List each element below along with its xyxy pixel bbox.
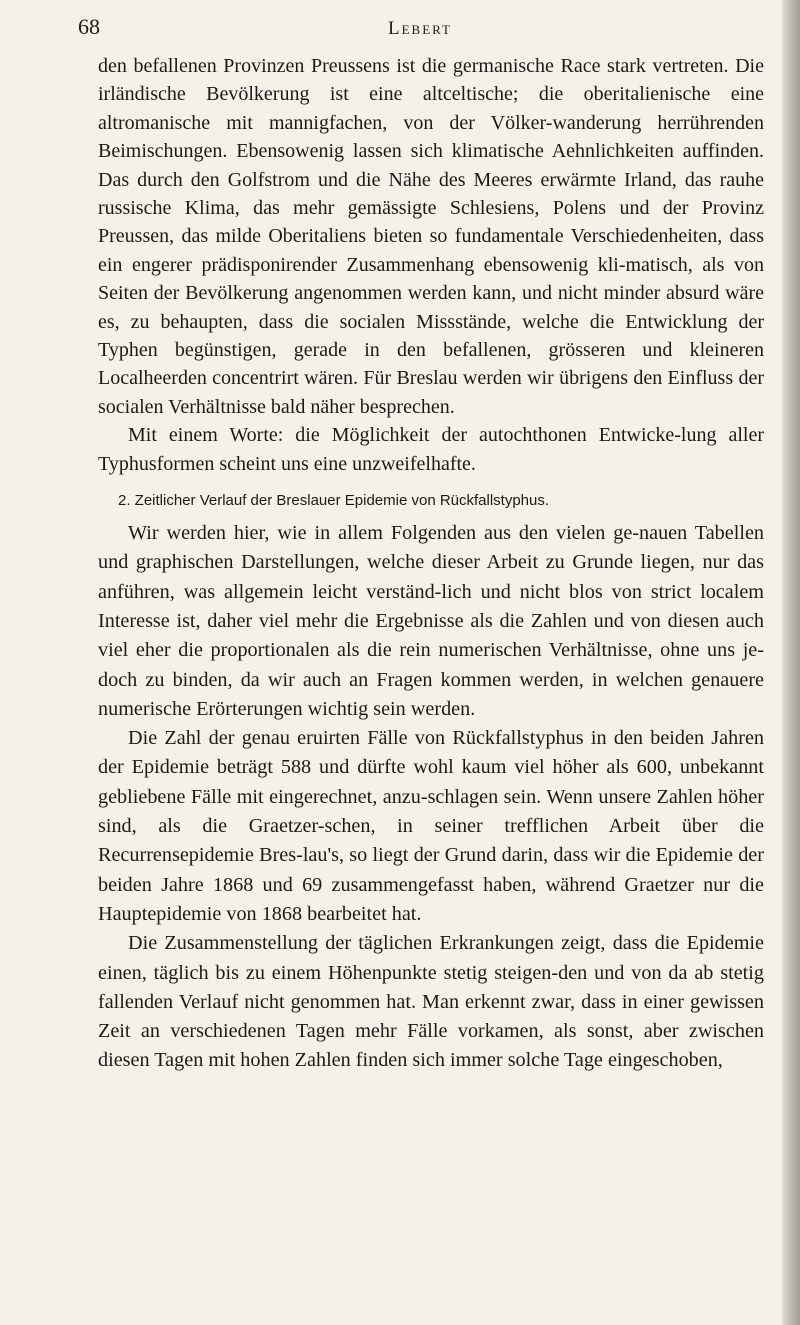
main-text (98, 52, 764, 1076)
running-head-title: Lebert (388, 18, 452, 39)
page-edge-shadow (782, 0, 800, 1325)
page-number: 68 (78, 14, 100, 39)
paragraph: Mit einem Worte: die Möglichkeit der autochthonen Entwicke-lung aller Typhusformen scheint uns eine unzweifelhafte. (98, 424, 764, 475)
paragraph: den befallenen Provinzen Preussens ist die germanische Race stark vertreten. Die irländische Bevölkerung ist eine altceltische; die oberitalienische eine altromanische mit mannigfachen, von der Völker-wanderung herrührenden Beimischungen. Ebensowenig lassen sich klimatische Aehnlichkeiten auffinden. Das durch den Golfstrom und die Nähe des Meeres erwärmte Irland, das rauhe russische Klima, das mehr gemässigte Schlesiens, Polens und der Provinz Preussen, das milde Oberitaliens bieten so fundamentale Verschiedenheiten, dass ein engerer prädisponirender Zusammenhang ebensowenig kli-matisch, als von Seiten der Bevölkerung angenommen werden kann, und nicht minder absurd wäre es, zu behaupten, dass die socialen Missstände, welche die Entwicklung der Typhen begünstigen, gerade in den befallenen, grösseren und kleineren Localheerden concentrirt wären. Für Breslau werden wir übrigens den Einfluss der socialen Verhältnisse bald näher besprechen. (98, 55, 764, 418)
paragraph: Die Zahl der genau eruirten Fälle von Rückfallstyphus in den beiden Jahren der Epidemie beträgt 588 und dürfte wohl kaum viel höher als 600, unbekannt gebliebene Fälle mit eingerechnet, anzu-schlagen sein. Wenn unsere Zahlen höher sind, als die Graetzer-schen, in seiner trefflichen Arbeit über die Recurrensepidemie Bres-lau's, so liegt der Grund darin, dass wir die Epidemie der beiden Jahre 1868 und 69 zusammengefasst haben, während Graetzer nur die Hauptepidemie von 1868 bearbeitet hat. (98, 727, 764, 925)
section-heading: 2. Zeitlicher Verlauf der Breslauer Epidemie von Rückfallstyphus. (118, 492, 550, 510)
paragraph: Wir werden hier, wie in allem Folgenden aus den vielen ge-nauen Tabellen und graphischen Darstellungen, welche dieser Arbeit zu Grunde liegen, nur das anführen, was allgemein leicht verständ-lich und nicht blos von strict localem Interesse ist, daher viel mehr die Ergebnisse als die Zahlen und von diesen auch viel eher die proportionalen als die rein numerischen Verhältnisse, ohne uns je-doch zu binden, da wir auch an Fragen kommen werden, in welchen genauere numerische Erörterungen wichtig sein werden. (98, 522, 764, 720)
paragraph: Die Zusammenstellung der täglichen Erkrankungen zeigt, dass die Epidemie einen, täglich bis zu einem Höhenpunkte stetig steigen-den und von da ab stetig fallenden Verlauf nicht genommen hat. Man erkennt zwar, dass in einer gewissen Zeit an verschiedenen Tagen mehr Fälle vorkamen, als sonst, aber zwischen diesen Tagen mit hohen Zahlen finden sich immer solche Tage eingeschoben, (98, 932, 764, 1072)
